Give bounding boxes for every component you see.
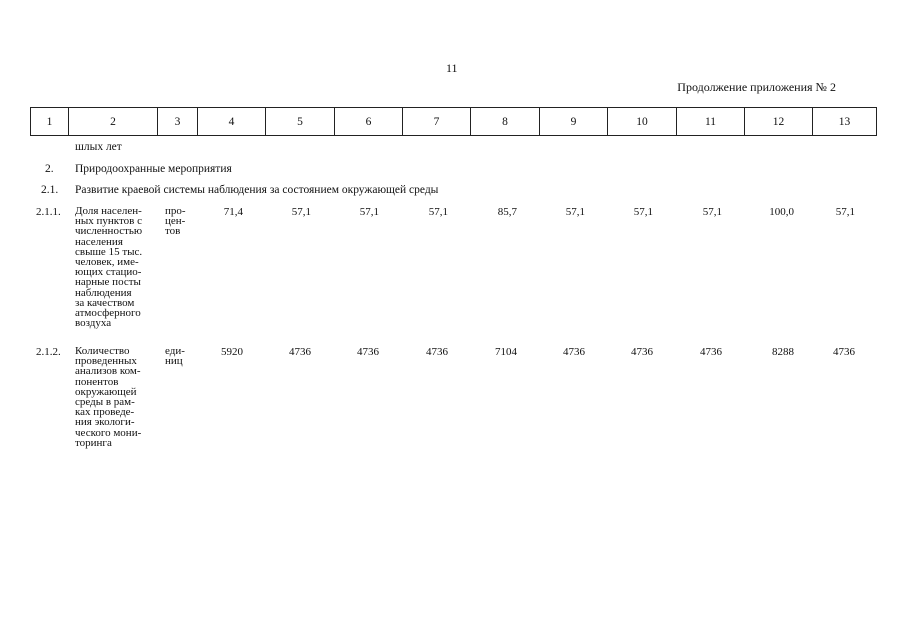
section-title: Природоохранные мероприятия: [75, 163, 232, 175]
name-line: за качеством: [75, 296, 135, 309]
column-number: 8: [471, 108, 540, 136]
name-line: наблюдения: [75, 286, 132, 299]
column-header-table: [30, 107, 877, 136]
value-cell: 4736: [426, 346, 448, 358]
name-line: ния экологи-: [75, 416, 135, 429]
value-cell: 85,7: [497, 206, 517, 218]
header-row: [31, 108, 877, 136]
unit-line: ниц: [165, 355, 183, 368]
unit-line: цен-: [165, 215, 186, 228]
row-code: 2.1.2.: [36, 346, 61, 358]
value-cell: 4736: [700, 346, 722, 358]
value-cell: 57,1: [565, 206, 585, 218]
value-cell: 4736: [357, 346, 379, 358]
name-line: Количество: [75, 345, 130, 357]
value-cell: 4736: [833, 346, 855, 358]
value-cell: 8288: [772, 346, 794, 358]
column-number: 10: [608, 108, 677, 136]
name-line: численностью: [75, 225, 143, 238]
column-number: 13: [813, 108, 877, 136]
value-cell: 57,1: [702, 206, 722, 218]
column-number: 11: [677, 108, 745, 136]
name-line: анализов ком-: [75, 365, 141, 378]
name-line: нарные посты: [75, 276, 141, 289]
name-line: населения: [75, 235, 123, 248]
value-cell: 100,0: [769, 206, 794, 218]
column-number: 9: [540, 108, 608, 136]
unit-line: про-: [165, 205, 186, 217]
value-cell: 4736: [631, 346, 653, 358]
page-number: 11: [446, 61, 458, 75]
column-number: 1: [31, 108, 69, 136]
indicator-name: [75, 346, 155, 448]
appendix-label: Продолжение приложения № 2: [677, 80, 836, 94]
unit-line: еди-: [165, 345, 185, 357]
value-cell: 57,1: [633, 206, 653, 218]
value-cell: 57,1: [835, 206, 855, 218]
value-cell: 4736: [289, 346, 311, 358]
column-number: 6: [335, 108, 403, 136]
name-line: ках проведе-: [75, 406, 135, 419]
value-cell: 57,1: [359, 206, 379, 218]
column-number: 2: [69, 108, 158, 136]
section-title: Развитие краевой системы наблюдения за состоянием окружающей среды: [75, 184, 439, 196]
name-line: Доля населен-: [75, 205, 142, 217]
row-code: 2.1.1.: [36, 206, 61, 218]
section-number: 2.: [45, 163, 54, 175]
name-line: торинга: [75, 436, 112, 449]
name-line: атмосферного: [75, 307, 141, 320]
value-cell: 5920: [221, 346, 243, 358]
column-number: 3: [158, 108, 198, 136]
unit-line: тов: [165, 225, 181, 238]
name-line: ных пунктов с: [75, 215, 142, 228]
column-number: 4: [198, 108, 266, 136]
value-cell: 7104: [495, 346, 517, 358]
name-line: среды в рам-: [75, 396, 135, 409]
value-cell: 57,1: [291, 206, 311, 218]
value-cell: 57,1: [428, 206, 448, 218]
column-number: 7: [403, 108, 471, 136]
name-line: ющих стацио-: [75, 266, 142, 279]
name-line: окружающей: [75, 385, 137, 398]
name-line: ческого мони-: [75, 426, 142, 439]
name-line: свыше 15 тыс.: [75, 245, 143, 258]
name-line: проведенных: [75, 355, 137, 368]
column-number: 12: [745, 108, 813, 136]
section-number: 2.1.: [41, 184, 59, 196]
value-cell: 71,4: [223, 206, 243, 218]
name-line: человек, име-: [75, 256, 139, 269]
value-cell: 4736: [563, 346, 585, 358]
name-line: понентов: [75, 375, 119, 388]
name-line: воздуха: [75, 317, 112, 330]
indicator-name: [75, 206, 155, 328]
continuation-text: шлых лет: [75, 141, 122, 153]
column-number: 5: [266, 108, 335, 136]
